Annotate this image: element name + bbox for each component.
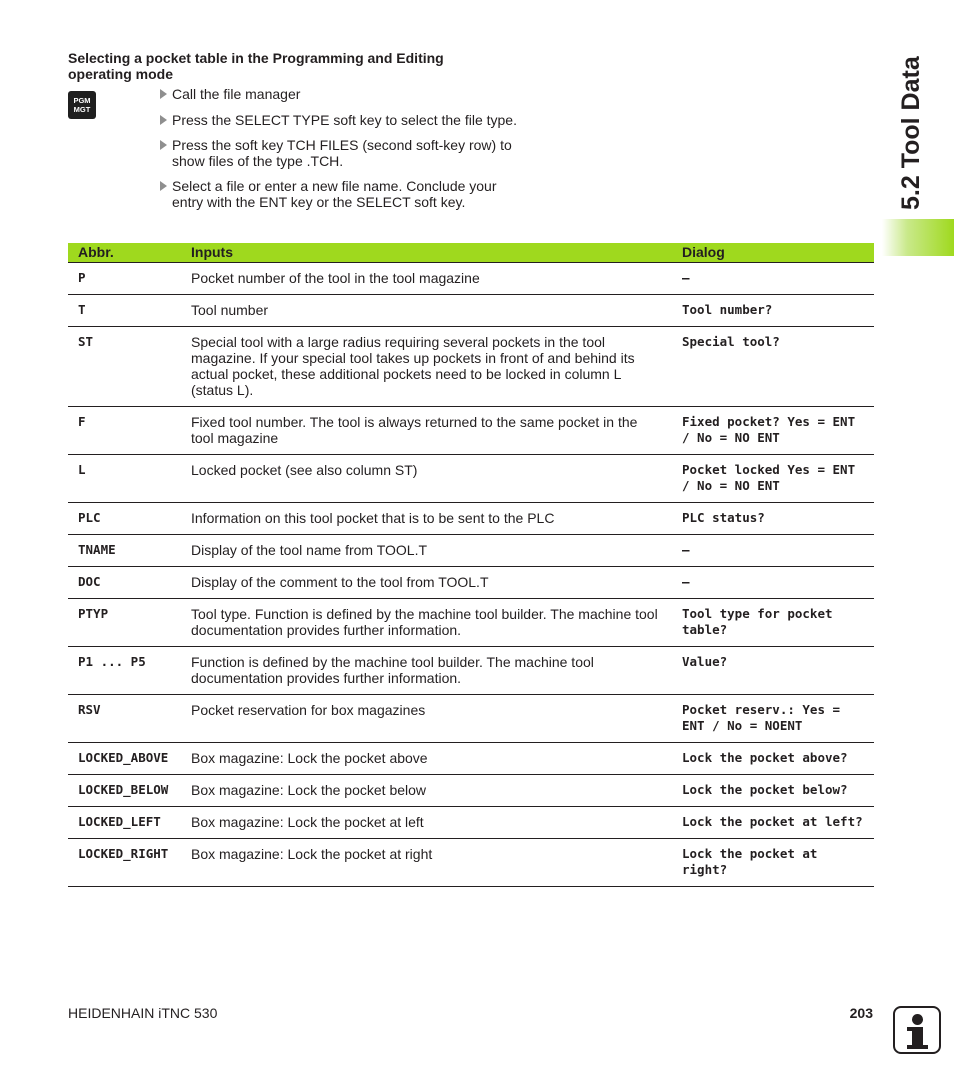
triangle-right-icon <box>160 115 167 125</box>
cell-inputs: Box magazine: Lock the pocket at right <box>181 839 672 887</box>
table-row <box>68 567 874 599</box>
page-number: 203 <box>849 1005 873 1021</box>
table-row <box>68 295 874 327</box>
chapter-tab <box>882 219 954 256</box>
section-heading: Selecting a pocket table in the Programming and Editing operating mode <box>68 50 444 82</box>
cell-inputs: Function is defined by the machine tool builder. The machine tool documentation provides further information. <box>181 647 672 695</box>
cell-inputs: Tool number <box>181 295 672 327</box>
table-row <box>68 535 874 567</box>
step-text: Press the soft key TCH FILES (second soft-key row) to show files of the type .TCH. <box>172 137 512 169</box>
cell-dialog: Lock the pocket at right? <box>672 839 874 887</box>
step-item <box>158 178 518 210</box>
pocket-table <box>68 243 874 887</box>
step-item <box>158 86 518 102</box>
cell-dialog: – <box>672 567 874 599</box>
cell-abbr: LOCKED_ABOVE <box>68 743 181 775</box>
table-header-row <box>68 243 874 263</box>
cell-inputs: Pocket reservation for box magazines <box>181 695 672 743</box>
cell-abbr: RSV <box>68 695 181 743</box>
cell-abbr: LOCKED_BELOW <box>68 775 181 807</box>
key-label-line1: PGM <box>73 96 91 105</box>
table-row <box>68 695 874 743</box>
table-row <box>68 807 874 839</box>
cell-inputs: Box magazine: Lock the pocket at left <box>181 807 672 839</box>
step-text: Call the file manager <box>172 86 301 102</box>
cell-dialog: PLC status? <box>672 503 874 535</box>
table-row <box>68 263 874 295</box>
key-label-line2: MGT <box>73 105 91 114</box>
step-text: Select a file or enter a new file name. Conclude your entry with the ENT key or the SELECT soft key. <box>172 178 497 210</box>
cell-dialog: Tool number? <box>672 295 874 327</box>
table-row <box>68 503 874 535</box>
table-row <box>68 327 874 407</box>
cell-dialog: Tool type for pocket table? <box>672 599 874 647</box>
cell-dialog: Value? <box>672 647 874 695</box>
cell-abbr: P <box>68 263 181 295</box>
cell-abbr: PTYP <box>68 599 181 647</box>
triangle-right-icon <box>160 181 167 191</box>
cell-inputs: Information on this tool pocket that is to be sent to the PLC <box>181 503 672 535</box>
table-row <box>68 839 874 887</box>
cell-dialog: – <box>672 535 874 567</box>
cell-abbr: P1 ... P5 <box>68 647 181 695</box>
cell-dialog: Lock the pocket at left? <box>672 807 874 839</box>
cell-dialog: Lock the pocket above? <box>672 743 874 775</box>
cell-inputs: Tool type. Function is defined by the machine tool builder. The machine tool documentation provides further information. <box>181 599 672 647</box>
header-dialog: Dialog <box>672 243 874 263</box>
cell-abbr: L <box>68 455 181 503</box>
table-row <box>68 743 874 775</box>
cell-dialog: Lock the pocket below? <box>672 775 874 807</box>
cell-abbr: ST <box>68 327 181 407</box>
cell-abbr: PLC <box>68 503 181 535</box>
instruction-steps <box>158 86 518 219</box>
header-inputs: Inputs <box>181 243 672 263</box>
table-row <box>68 647 874 695</box>
table-row <box>68 599 874 647</box>
triangle-right-icon <box>160 89 167 99</box>
info-icon <box>893 1006 941 1054</box>
header-abbr: Abbr. <box>68 243 181 263</box>
step-item <box>158 112 518 128</box>
cell-inputs: Display of the tool name from TOOL.T <box>181 535 672 567</box>
cell-dialog: Fixed pocket? Yes = ENT / No = NO ENT <box>672 407 874 455</box>
chapter-title: 5.2 Tool Data <box>897 56 925 210</box>
footer-product: HEIDENHAIN iTNC 530 <box>68 1005 218 1021</box>
cell-inputs: Locked pocket (see also column ST) <box>181 455 672 503</box>
cell-inputs: Fixed tool number. The tool is always returned to the same pocket in the tool magazine <box>181 407 672 455</box>
cell-dialog: Pocket reserv.: Yes = ENT / No = NOENT <box>672 695 874 743</box>
cell-abbr: LOCKED_LEFT <box>68 807 181 839</box>
cell-inputs: Box magazine: Lock the pocket above <box>181 743 672 775</box>
cell-abbr: DOC <box>68 567 181 599</box>
table-row <box>68 775 874 807</box>
table-row <box>68 407 874 455</box>
table-row <box>68 455 874 503</box>
cell-inputs: Display of the comment to the tool from TOOL.T <box>181 567 672 599</box>
pgm-mgt-key-icon <box>68 91 96 119</box>
cell-inputs: Special tool with a large radius requiring several pockets in the tool magazine. If your special tool takes up pockets in front of and behind its actual pocket, these additional pockets need to be locked in column L (status L). <box>181 327 672 407</box>
cell-dialog: Pocket locked Yes = ENT / No = NO ENT <box>672 455 874 503</box>
cell-dialog: Special tool? <box>672 327 874 407</box>
cell-abbr: TNAME <box>68 535 181 567</box>
cell-dialog: – <box>672 263 874 295</box>
cell-abbr: LOCKED_RIGHT <box>68 839 181 887</box>
cell-inputs: Pocket number of the tool in the tool magazine <box>181 263 672 295</box>
cell-inputs: Box magazine: Lock the pocket below <box>181 775 672 807</box>
triangle-right-icon <box>160 140 167 150</box>
cell-abbr: T <box>68 295 181 327</box>
cell-abbr: F <box>68 407 181 455</box>
step-text: Press the SELECT TYPE soft key to select the file type. <box>172 112 517 128</box>
step-item <box>158 137 518 169</box>
